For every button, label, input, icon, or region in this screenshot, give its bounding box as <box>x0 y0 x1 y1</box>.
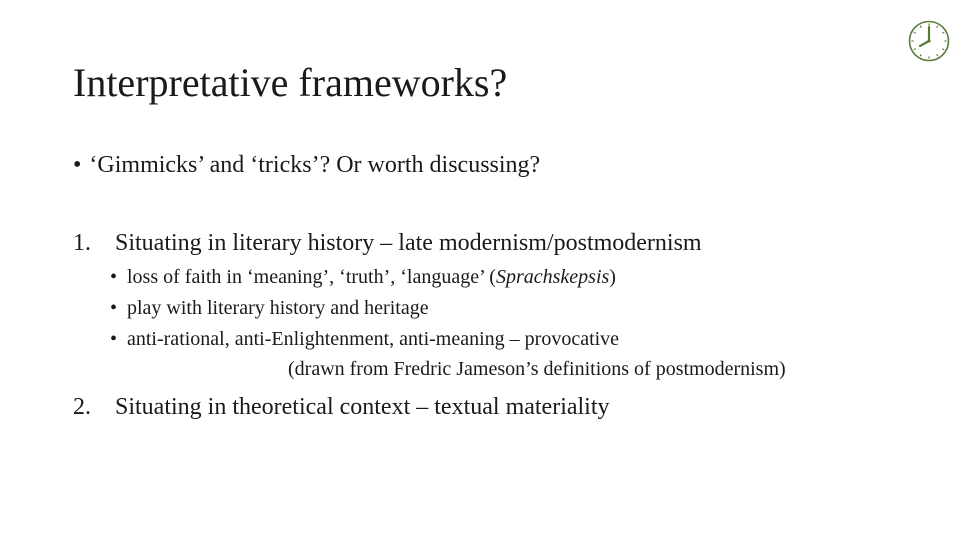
sub-bullet-text: loss of faith in ‘meaning’, ‘truth’, ‘language’ ( <box>127 266 496 288</box>
sub-bullet-text-end: ) <box>609 266 616 288</box>
sub-bullet-italic-term: Sprachskepsis <box>495 266 610 288</box>
sub-bullet-item <box>110 324 619 355</box>
clock-tick <box>937 54 938 56</box>
clock-tick <box>942 32 944 33</box>
item-number: 1. <box>73 230 91 256</box>
sub-bullet-text: anti-rational, anti-Enlightenment, anti-meaning – provocative <box>127 328 620 350</box>
clock-icon <box>907 19 951 63</box>
sub-bullet-item <box>110 293 619 324</box>
clock-tick <box>920 54 921 56</box>
clock-tick <box>920 26 921 28</box>
slide-title: Interpretative frameworks? <box>73 60 508 105</box>
bullet-marker: • <box>110 266 118 288</box>
top-bullet-text: ‘Gimmicks’ and ‘tricks’? Or worth discussing? <box>89 152 541 178</box>
top-bullet <box>73 147 540 183</box>
bullet-marker: • <box>110 297 118 319</box>
clock-tick <box>914 49 916 50</box>
item-number: 2. <box>73 394 91 420</box>
item-text: Situating in theoretical context – textual materiality <box>115 394 610 420</box>
source-note: (drawn from Fredric Jameson’s definitions of postmodernism) <box>288 358 786 380</box>
clock-tick <box>937 26 938 28</box>
sub-bullet-text: play with literary history and heritage <box>127 297 429 319</box>
clock-tick <box>942 49 944 50</box>
bullet-marker: • <box>73 152 82 178</box>
item-text: Situating in literary history – late modernism/postmodernism <box>115 230 702 256</box>
numbered-item-2 <box>73 389 610 425</box>
bullet-marker: • <box>110 328 118 350</box>
sub-bullet-list <box>110 262 619 355</box>
clock-tick <box>914 32 916 33</box>
numbered-item-1 <box>73 225 702 261</box>
sub-bullet-item <box>110 262 619 293</box>
